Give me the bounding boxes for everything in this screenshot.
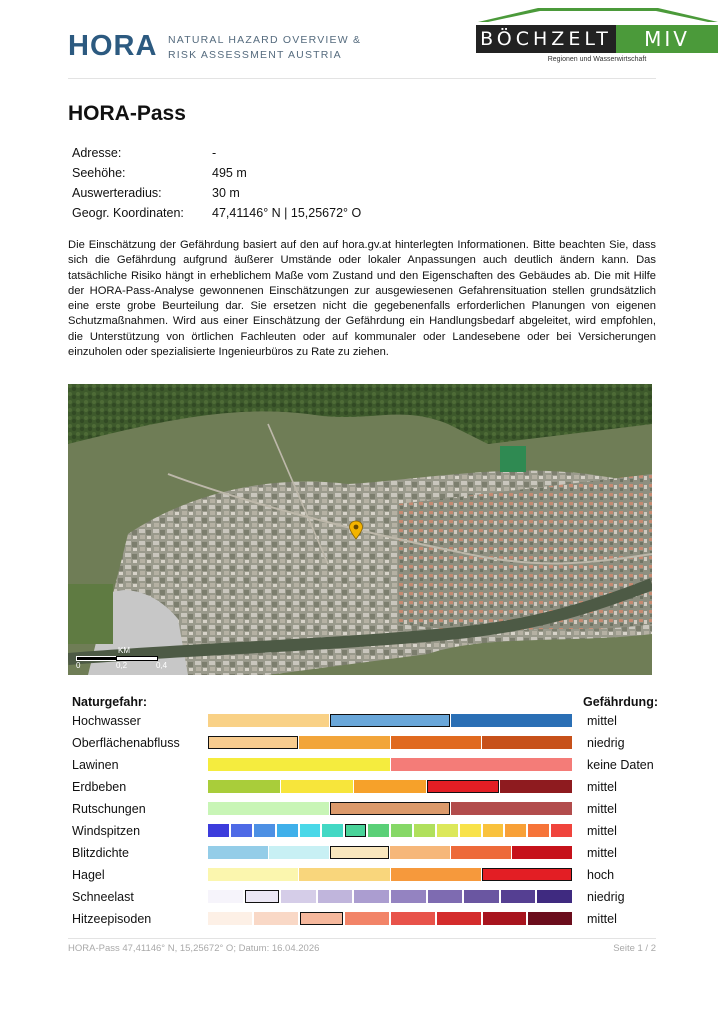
hazard-scale-segment: [277, 824, 298, 837]
hazard-scale-segment: [208, 714, 329, 727]
footer-divider: [68, 938, 656, 939]
hazard-scale-segment-selected: [300, 912, 344, 925]
hazard-scale-segment: [299, 868, 389, 881]
hazard-level: mittel: [587, 846, 617, 860]
hazard-scale-segment-selected: [330, 714, 451, 727]
hazard-scale-segment: [482, 736, 572, 749]
hazard-level: mittel: [587, 780, 617, 794]
level-column-header: Gefährdung:: [583, 695, 658, 709]
hazard-name: Hagel: [72, 868, 105, 882]
hazard-scale-segment: [231, 824, 252, 837]
scale-segment-1: [76, 656, 118, 661]
hazard-scale-segment: [501, 890, 536, 903]
hazard-level: mittel: [587, 824, 617, 838]
partner-logo: [476, 25, 718, 53]
hazard-scale-segment: [460, 824, 481, 837]
hazard-scale-bar: [208, 846, 572, 859]
hazard-scale-segment-selected: [482, 868, 572, 881]
description-paragraph: Die Einschätzung der Gefährdung basiert auf den auf hora.gv.at hinterlegten Informationen. Bitte beachten Sie, dass sich die Gefährdung aufgrund äußerer Umstände oder lokaler Anpassungen auch deutlich ändern kann. Das tatsächliche Risiko hängt in erheblichem Maße vom Zustand und den Eigenschaften des Gebäudes ab. Die mit Hilfe der HORA-Pass-Analyse gewonnenen Einschätzungen zur ausgewiesenen Gefahrensituation stellen grundsätzlich eine erste grobe Beurteilung dar. Sie ersetzen nicht die gegebenenfalls erforderlichen Planungen von eigenen Schutzmaßnahmen. Wird aus einer Einschätzung der Gefährdung ein Handlungsbedarf abgeleitet, wird empfohlen, die Unterstützung von örtlichen Fachleuten oder auf kommunaler oder Landesebene oder bei Versicherungen einzuholen oder spezialisierte Ingenieurbüros zu Rate zu ziehen.: [68, 239, 656, 359]
hazard-name: Blitzdichte: [72, 846, 129, 860]
hazard-scale-bar: [208, 736, 572, 749]
hazard-name: Hochwasser: [72, 714, 141, 728]
info-value-elevation: 495 m: [212, 166, 247, 180]
hazard-scale-segment: [322, 824, 343, 837]
hazard-level: mittel: [587, 714, 617, 728]
map-scale-bar: [76, 646, 166, 670]
hora-logo: HORA: [68, 30, 158, 62]
hazard-scale-segment: [269, 846, 329, 859]
hazard-name: Oberflächenabfluss: [72, 736, 180, 750]
hazard-scale-segment: [318, 890, 353, 903]
hazard-scale-bar: [208, 802, 572, 815]
hazard-scale-segment: [537, 890, 572, 903]
scale-unit: KM: [118, 646, 130, 655]
hazard-scale-segment: [437, 824, 458, 837]
location-pin-icon: [348, 520, 364, 540]
hazard-column-header: Naturgefahr:: [72, 695, 148, 709]
page-title: HORA-Pass: [68, 102, 186, 125]
hazard-scale-segment-selected: [245, 890, 280, 903]
hazard-scale-segment: [505, 824, 526, 837]
hazard-level: niedrig: [587, 890, 625, 904]
hazard-name: Windspitzen: [72, 824, 141, 838]
hazard-scale-segment: [391, 758, 573, 771]
hazard-scale-segment: [437, 912, 481, 925]
partner-logo-right: MIV: [616, 25, 718, 53]
hazard-scale-segment: [464, 890, 499, 903]
info-value-coordinates: 47,41146° N | 15,25672° O: [212, 206, 362, 220]
hazard-scale-segment: [208, 890, 243, 903]
hazard-scale-segment: [451, 714, 572, 727]
info-label-elevation: Seehöhe:: [72, 166, 126, 180]
aerial-map[interactable]: [68, 384, 652, 675]
hazard-scale-segment: [354, 780, 426, 793]
hazard-scale-segment: [428, 890, 463, 903]
hazard-scale-segment: [368, 824, 389, 837]
info-value-address: -: [212, 146, 217, 160]
hora-subtitle: [168, 33, 361, 63]
hazard-scale-segment: [390, 846, 450, 859]
info-label-address: Adresse:: [72, 146, 122, 160]
footer-page-number: Seite 1 / 2: [613, 943, 656, 954]
hazard-scale-segment: [391, 736, 481, 749]
hazard-scale-segment: [345, 912, 389, 925]
hazard-scale-bar: [208, 890, 572, 903]
hazard-scale-segment-selected: [427, 780, 499, 793]
hazard-scale-segment: [299, 736, 389, 749]
hazard-scale-segment: [300, 824, 321, 837]
hazard-level: hoch: [587, 868, 615, 882]
hazard-scale-segment: [451, 846, 511, 859]
hazard-scale-segment: [391, 868, 481, 881]
hazard-scale-segment-selected: [208, 736, 298, 749]
hazard-scale-segment: [483, 912, 527, 925]
hazard-scale-bar: [208, 758, 572, 771]
hazard-scale-segment: [451, 802, 572, 815]
partner-logo-left: BÖCHZELT: [476, 25, 616, 53]
hazard-scale-segment: [254, 824, 275, 837]
scale-tick-0: 0: [76, 661, 81, 670]
info-value-radius: 30 m: [212, 186, 240, 200]
hazard-name: Hitzeepisoden: [72, 912, 152, 926]
hazard-scale-segment: [391, 912, 435, 925]
hazard-scale-segment: [512, 846, 572, 859]
hazard-scale-bar: [208, 912, 572, 925]
hazard-scale-segment: [281, 890, 316, 903]
partner-logo-roof: [478, 6, 718, 24]
hazard-scale-segment: [208, 758, 390, 771]
hazard-scale-segment: [391, 824, 412, 837]
hazard-scale-segment-selected: [345, 824, 366, 837]
hazard-scale-segment: [254, 912, 298, 925]
header-divider: [68, 78, 656, 79]
hazard-level: mittel: [587, 912, 617, 926]
hazard-scale-segment: [414, 824, 435, 837]
hora-subtitle-line1: NATURAL HAZARD OVERVIEW &: [168, 34, 362, 46]
hazard-scale-segment: [391, 890, 426, 903]
hazard-scale-segment: [483, 824, 504, 837]
info-label-radius: Auswerteradius:: [72, 186, 162, 200]
hazard-name: Schneelast: [72, 890, 134, 904]
hazard-scale-segment: [528, 824, 549, 837]
hazard-scale-segment: [208, 868, 298, 881]
info-label-coordinates: Geogr. Koordinaten:: [72, 206, 184, 220]
hazard-scale-segment: [551, 824, 572, 837]
hazard-scale-segment: [208, 824, 229, 837]
hazard-scale-segment-selected: [330, 846, 390, 859]
hazard-scale-segment: [354, 890, 389, 903]
hazard-name: Rutschungen: [72, 802, 146, 816]
hazard-scale-segment: [208, 802, 329, 815]
hazard-name: Lawinen: [72, 758, 119, 772]
hazard-scale-segment-selected: [330, 802, 451, 815]
scale-tick-1: 0,2: [116, 661, 128, 670]
hazard-level: keine Daten: [587, 758, 654, 772]
footer-left-text: HORA-Pass 47,41146° N, 15,25672° O; Datum: 16.04.2026: [68, 943, 320, 954]
hazard-scale-segment: [208, 780, 280, 793]
hazard-scale-segment: [528, 912, 572, 925]
hazard-scale-segment: [208, 912, 252, 925]
hazard-scale-bar: [208, 868, 572, 881]
hazard-level: mittel: [587, 802, 617, 816]
hazard-level: niedrig: [587, 736, 625, 750]
hazard-scale-segment: [208, 846, 268, 859]
hazard-name: Erdbeben: [72, 780, 127, 794]
hazard-scale-bar: [208, 714, 572, 727]
hazard-scale-bar: [208, 824, 572, 837]
hazard-scale-segment: [281, 780, 353, 793]
hora-subtitle-line2: RISK ASSESSMENT AUSTRIA: [168, 49, 342, 61]
scale-tick-2: 0,4: [156, 661, 168, 670]
partner-tagline: Regionen und Wasserwirtschaft: [547, 56, 647, 63]
hazard-scale-bar: [208, 780, 572, 793]
hazard-scale-segment: [500, 780, 572, 793]
